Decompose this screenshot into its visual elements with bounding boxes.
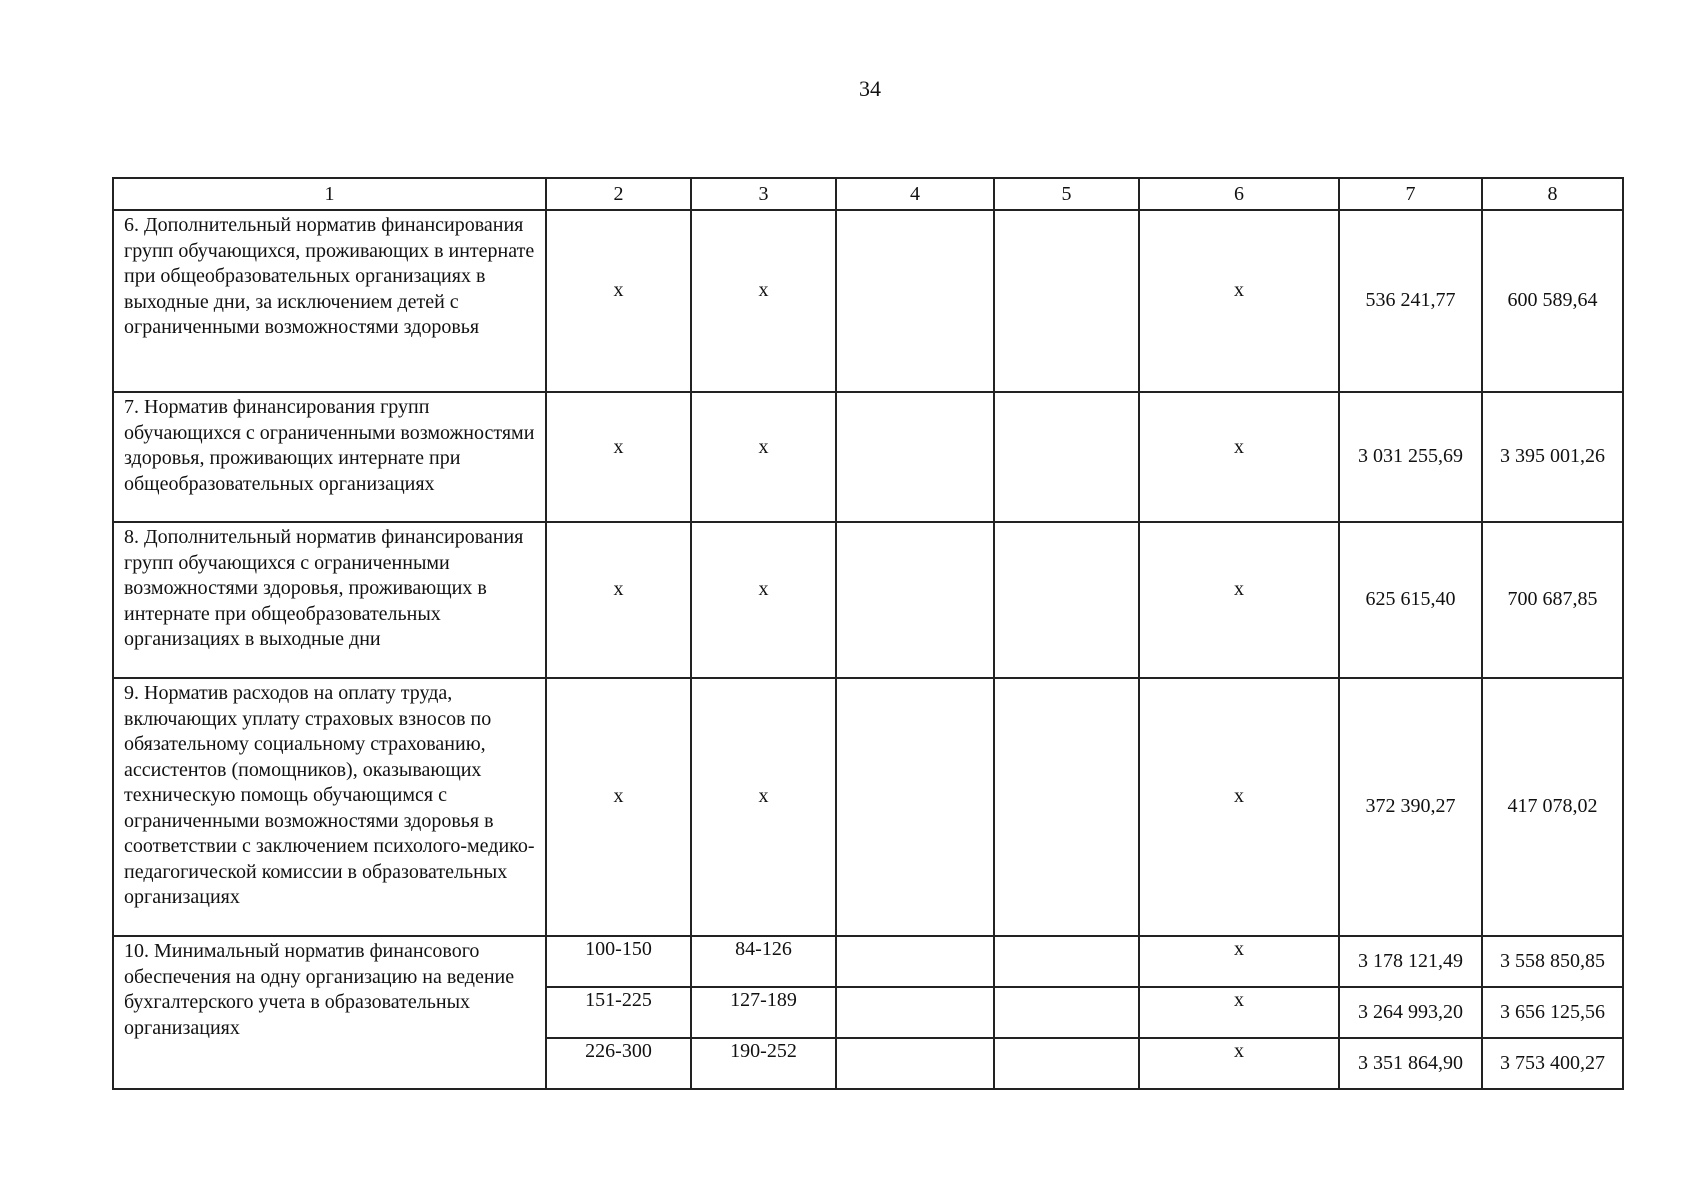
table-row-7 <box>113 392 1623 522</box>
cell-col-6: х <box>1139 936 1339 987</box>
column-header-1: 1 <box>113 178 546 210</box>
cell-col-7: 3 178 121,49 <box>1339 936 1482 987</box>
cell-col-2: х <box>546 210 691 392</box>
cell-col-4 <box>836 987 994 1038</box>
cell-col-6: х <box>1139 1038 1339 1089</box>
column-header-3: 3 <box>691 178 836 210</box>
cell-col-4 <box>836 210 994 392</box>
cell-col-4 <box>836 1038 994 1089</box>
cell-col-5 <box>994 210 1139 392</box>
cell-col-2: х <box>546 522 691 678</box>
table-row-8 <box>113 522 1623 678</box>
cell-col-5 <box>994 678 1139 936</box>
row-description: 9. Норматив расходов на оплату труда, включающих уплату страховых взносов по обязательному социальному страхованию, ассистентов (помощников), оказывающих техническую помощь обучающимся с ограниченными возможностями здоровья в соответствии с заключением психолого-медико-педагогической комиссии в образовательных организациях <box>113 678 546 936</box>
cell-col-8: 417 078,02 <box>1482 678 1623 936</box>
cell-col-2: х <box>546 678 691 936</box>
cell-col-2: х <box>546 392 691 522</box>
cell-col-4 <box>836 678 994 936</box>
cell-col-8: 3 558 850,85 <box>1482 936 1623 987</box>
column-header-7: 7 <box>1339 178 1482 210</box>
cell-col-7: 3 264 993,20 <box>1339 987 1482 1038</box>
cell-col-4 <box>836 936 994 987</box>
cell-col-7: 3 351 864,90 <box>1339 1038 1482 1089</box>
cell-col-5 <box>994 987 1139 1038</box>
column-header-5: 5 <box>994 178 1139 210</box>
cell-col-8: 3 753 400,27 <box>1482 1038 1623 1089</box>
cell-col-7: 3 031 255,69 <box>1339 392 1482 522</box>
row-description: 7. Норматив финансирования групп обучающихся с ограниченными возможностями здоровья, проживающих интернате при общеобразовательных организациях <box>113 392 546 522</box>
cell-col-2: 151-225 <box>546 987 691 1038</box>
cell-col-3: х <box>691 522 836 678</box>
cell-col-6: х <box>1139 678 1339 936</box>
cell-col-7: 625 615,40 <box>1339 522 1482 678</box>
row-description: 8. Дополнительный норматив финансирования групп обучающихся с ограниченными возможностями здоровья, проживающих в интернате при общеобразовательных организациях в выходные дни <box>113 522 546 678</box>
cell-col-3: х <box>691 392 836 522</box>
column-header-6: 6 <box>1139 178 1339 210</box>
cell-col-2: 100-150 <box>546 936 691 987</box>
norms-table <box>112 177 1624 1090</box>
column-header-8: 8 <box>1482 178 1623 210</box>
header-row <box>113 178 1623 210</box>
row-description: 10. Минимальный норматив финансового обеспечения на одну организацию на ведение бухгалтерского учета в образовательных организациях <box>113 936 546 1089</box>
table-row-6 <box>113 210 1623 392</box>
row-description: 6. Дополнительный норматив финансирования групп обучающихся, проживающих в интернате при общеобразовательных организациях в выходные дни, за исключением детей с ограниченными возможностями здоровья <box>113 210 546 392</box>
cell-col-4 <box>836 522 994 678</box>
cell-col-8: 600 589,64 <box>1482 210 1623 392</box>
cell-col-5 <box>994 522 1139 678</box>
cell-col-3: 84-126 <box>691 936 836 987</box>
cell-col-6: х <box>1139 392 1339 522</box>
cell-col-8: 3 656 125,56 <box>1482 987 1623 1038</box>
cell-col-6: х <box>1139 210 1339 392</box>
cell-col-5 <box>994 392 1139 522</box>
cell-col-7: 536 241,77 <box>1339 210 1482 392</box>
cell-col-6: х <box>1139 987 1339 1038</box>
cell-col-8: 3 395 001,26 <box>1482 392 1623 522</box>
cell-col-2: 226-300 <box>546 1038 691 1089</box>
cell-col-7: 372 390,27 <box>1339 678 1482 936</box>
column-header-2: 2 <box>546 178 691 210</box>
cell-col-4 <box>836 392 994 522</box>
table-row-10a <box>113 936 1623 987</box>
cell-col-3: х <box>691 678 836 936</box>
column-header-4: 4 <box>836 178 994 210</box>
table-row-9 <box>113 678 1623 936</box>
cell-col-5 <box>994 936 1139 987</box>
page-number: 34 <box>859 76 881 101</box>
cell-col-3: 127-189 <box>691 987 836 1038</box>
cell-col-3: х <box>691 210 836 392</box>
cell-col-8: 700 687,85 <box>1482 522 1623 678</box>
cell-col-5 <box>994 1038 1139 1089</box>
cell-col-6: х <box>1139 522 1339 678</box>
cell-col-3: 190-252 <box>691 1038 836 1089</box>
